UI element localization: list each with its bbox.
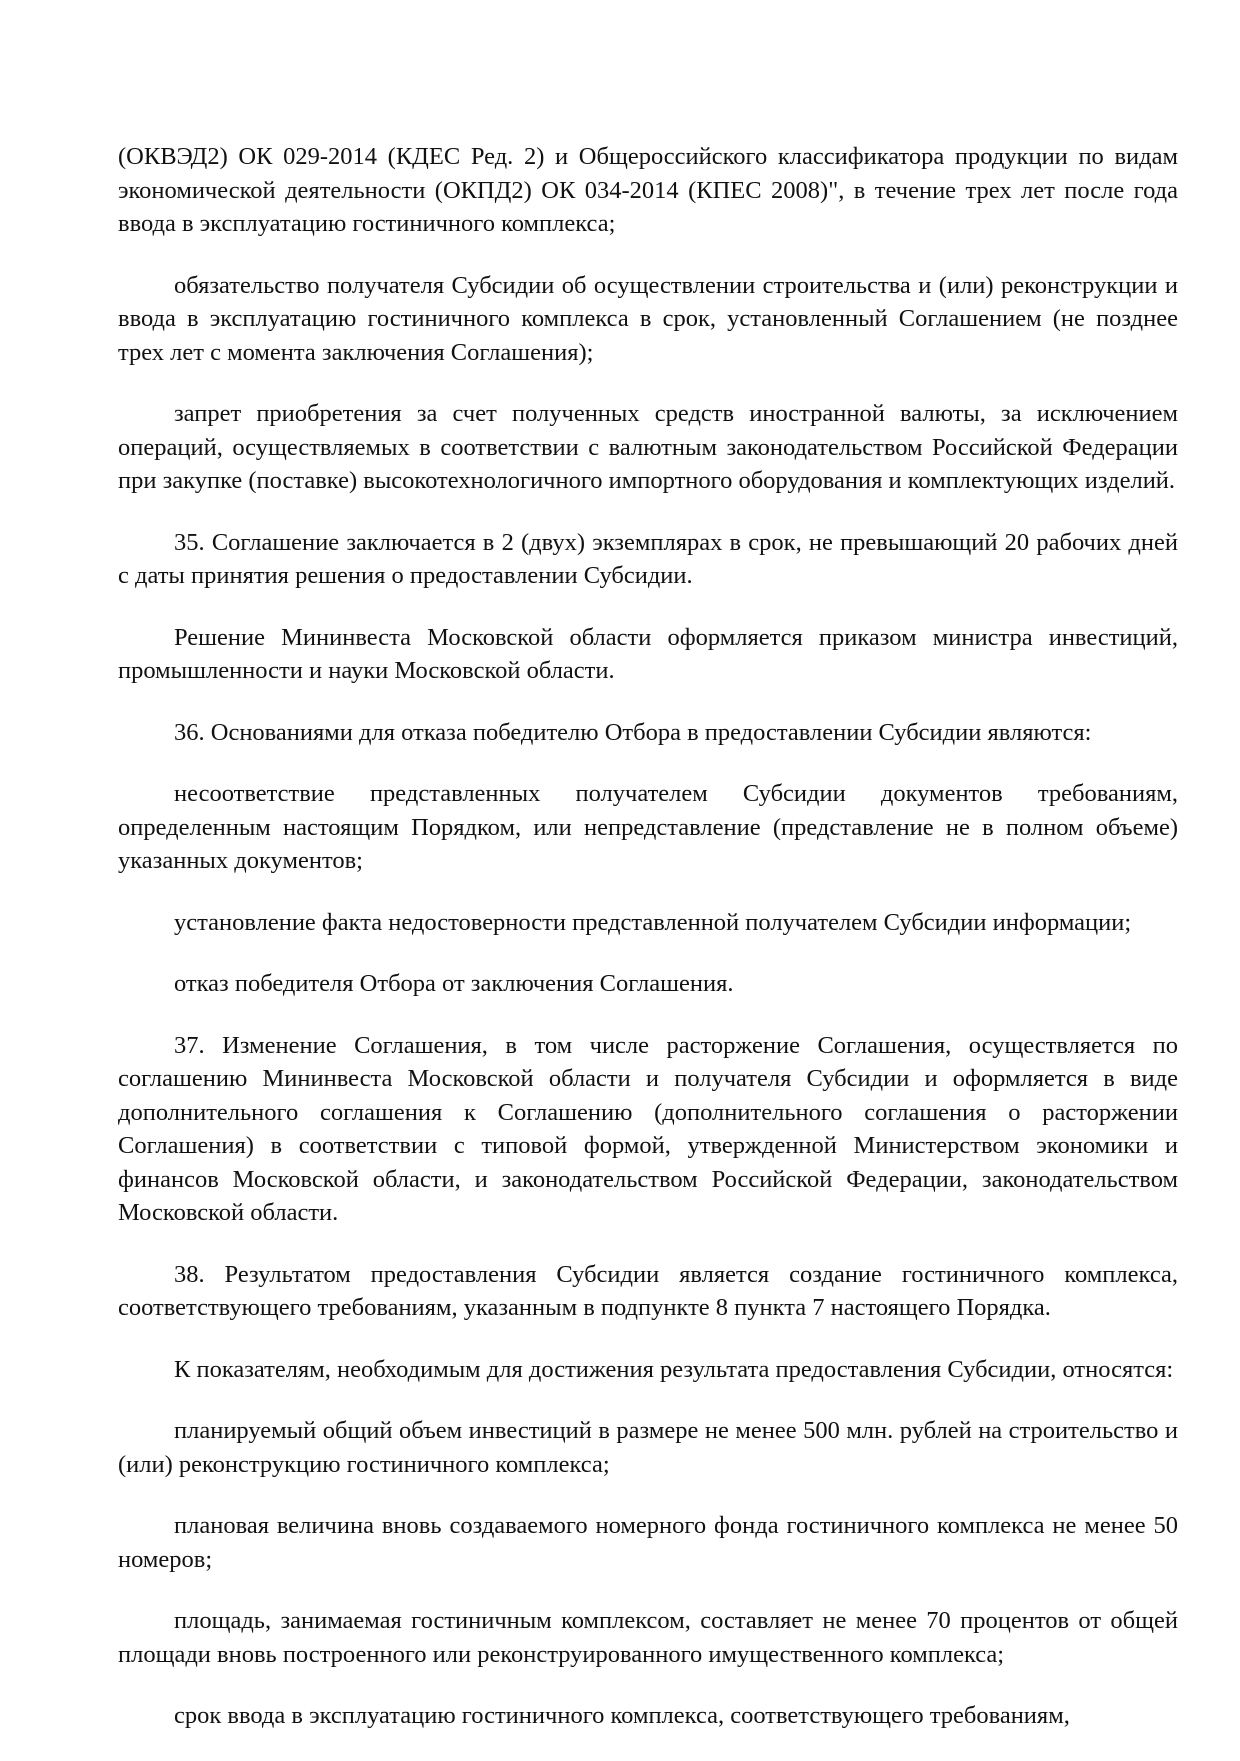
paragraph-clause-36: 36. Основаниями для отказа победителю Отбора в предоставлении Субсидии являются: bbox=[174, 718, 1092, 746]
paragraph-document-mismatch: несоответствие представленных получателем Субсидии документов требованиям, определенным настоящим Порядком, или непредставление (представление не в полном объеме) указанных документов; bbox=[118, 780, 1178, 874]
paragraph-clause-38: 38. Результатом предоставления Субсидии является создание гостиничного комплекса, соответствующего требованиям, указанным в подпункте 8 пункта 7 настоящего Порядка. bbox=[118, 1260, 1178, 1321]
paragraph-winner-refusal: отказ победителя Отбора от заключения Соглашения. bbox=[174, 970, 734, 997]
paragraph-commissioning-term: срок ввода в эксплуатацию гостиничного комплекса, соответствующего требованиям, bbox=[174, 1702, 1070, 1729]
paragraph-room-fund: плановая величина вновь создаваемого номерного фонда гостиничного комплекса не менее 50 номеров; bbox=[118, 1512, 1178, 1573]
paragraph-okved-continuation: (ОКВЭД2) ОК 029-2014 (КДЕС Ред. 2) и Общероссийского классификатора продукции по видам экономической деятельности (ОКПД2) ОК 034-2014 (КПЕС 2008)", в течение трех лет после года ввода в эксплуатацию гостиничного комплекса; bbox=[118, 143, 1178, 237]
document-page bbox=[118, 140, 1178, 1761]
paragraph-construction-obligation: обязательство получателя Субсидии об осуществлении строительства и (или) реконструкции и ввода в эксплуатацию гостиничного комплекса в срок, установленный Соглашением (не позднее трех лет с момента заключения Соглашения); bbox=[118, 271, 1178, 366]
paragraph-clause-35: 35. Соглашение заключается в 2 (двух) экземплярах в срок, не превышающий 20 рабочих дней с даты принятия решения о предоставлении Субсидии. bbox=[118, 528, 1178, 589]
paragraph-false-information: установление факта недостоверности представленной получателем Субсидии информации; bbox=[174, 908, 1132, 936]
paragraph-currency-prohibition: запрет приобретения за счет полученных средств иностранной валюты, за исключением операций, осуществляемых в соответствии с валютным законодательством Российской Федерации при закупке (поставке) высокотехнологичного импортного оборудования и комплектующих изделий. bbox=[118, 400, 1178, 494]
paragraph-indicators-intro: К показателям, необходимым для достижения результата предоставления Субсидии, относятся: bbox=[174, 1355, 1174, 1383]
paragraph-mininvest-decision: Решение Мининвеста Московской области оформляется приказом министра инвестиций, промышленности и науки Московской области. bbox=[118, 623, 1178, 684]
paragraph-investment-volume: планируемый общий объем инвестиций в размере не менее 500 млн. рублей на строительство и (или) реконструкцию гостиничного комплекса; bbox=[118, 1417, 1178, 1478]
paragraph-hotel-area: площадь, занимаемая гостиничным комплексом, составляет не менее 70 процентов от общей площади вновь построенного или реконструированного имущественного комплекса; bbox=[118, 1607, 1178, 1668]
paragraph-clause-37: 37. Изменение Соглашения, в том числе расторжение Соглашения, осуществляется по соглашению Мининвеста Московской области и получателя Субсидии и оформляется в виде дополнительного соглашения к Соглашению (дополнительного соглашения о расторжении Соглашения) в соответствии с типовой формой, утвержденной Министерством экономики и финансов Московской области, и законодательством Российской Федерации, законодательством Московской области. bbox=[118, 1031, 1178, 1226]
